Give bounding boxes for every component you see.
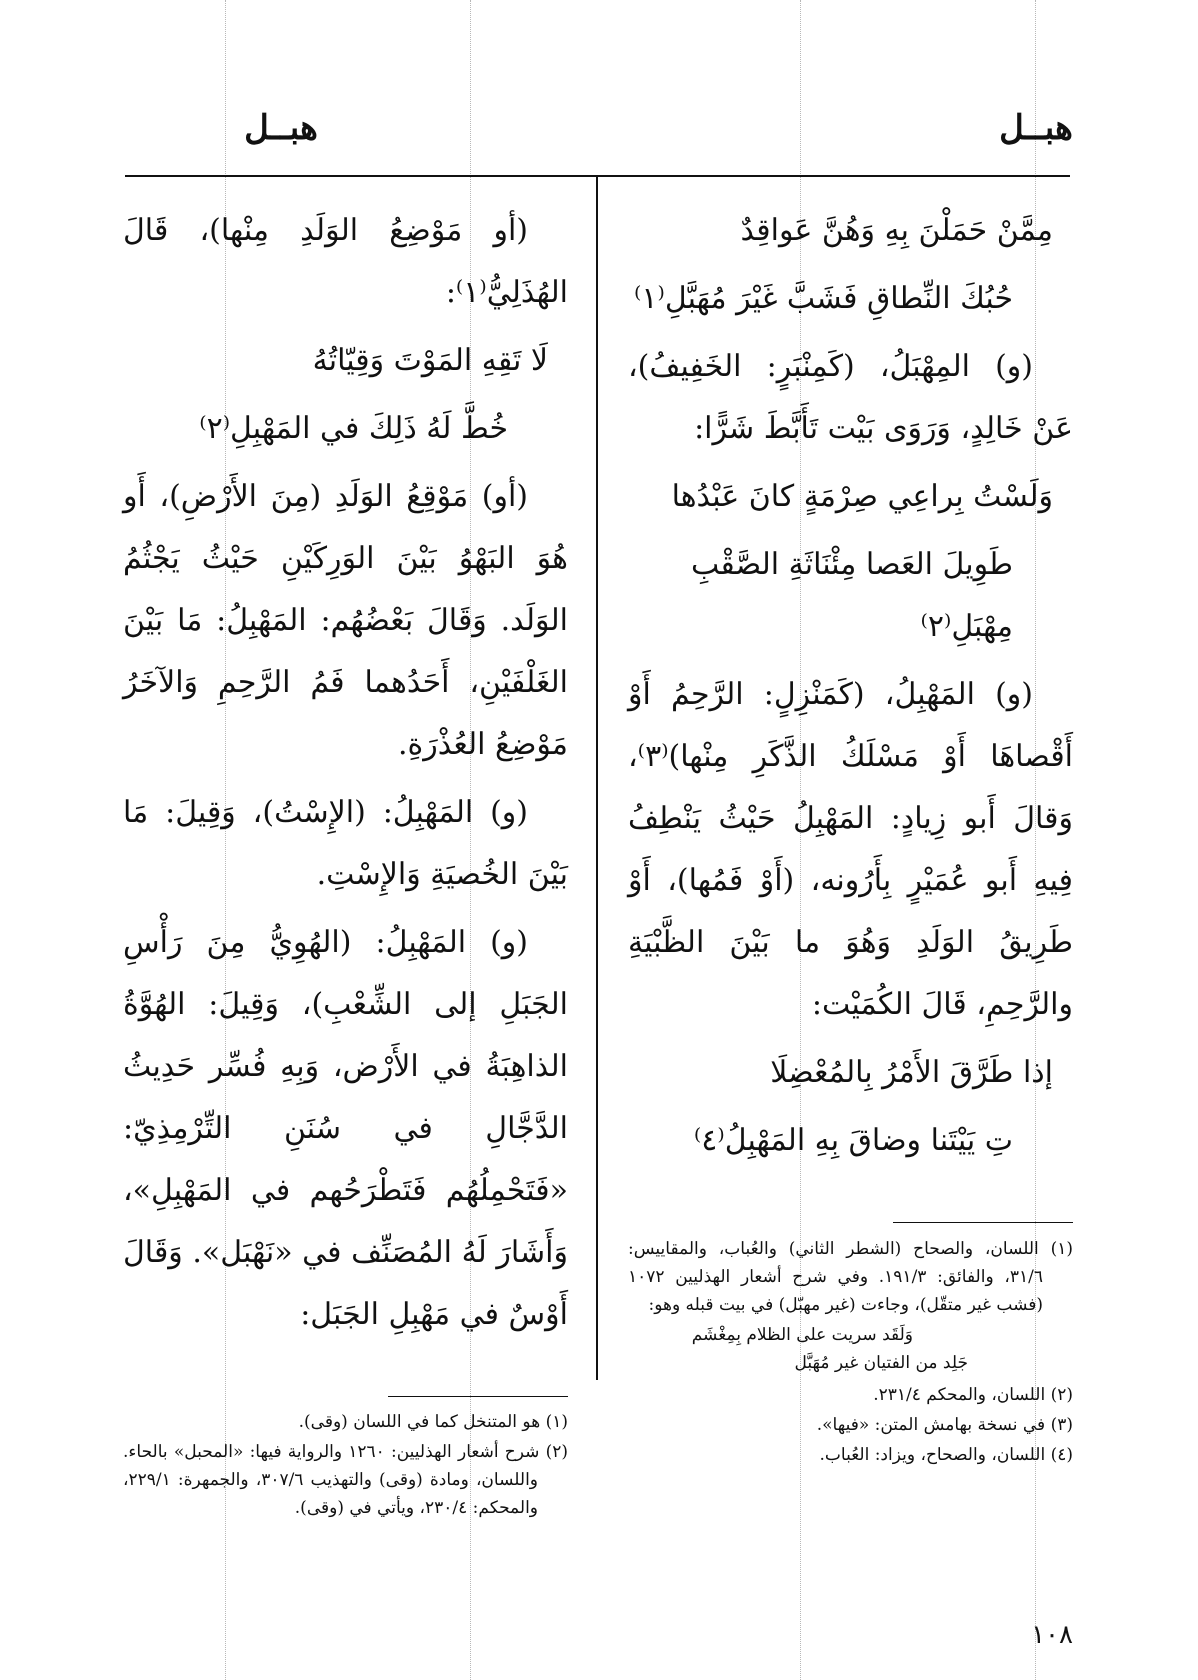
- footnotes-left: [123, 1408, 568, 1524]
- footnote-rule-right: [893, 1222, 1073, 1223]
- verse-line: خُطَّ لَهُ ذَلِكَ في المَهْبِلِ⁽٢⁾: [199, 411, 508, 446]
- footnote-rule-left: [388, 1396, 568, 1397]
- entry-paragraph: (و) المَهْبِلُ، (كَمَنْزِلٍ: الرَّحِمُ أَوْ أَقْصاهَا أَوْ مَسْلَكُ الذَّكَرِ مِنْها)⁽٣⁾، وَقالَ أَبو زِيادٍ: المَهْبِلُ حَيْثُ يَنْطِفُ فِيهِ أَبو عُمَيْرٍ بِأَرُونه، (أَوْ فَمُها)، أَوْ طَرِيقُ الوَلَدِ وَهُوَ ما بَيْنَ الظَّبْيَةِ والرَّحِمِ، قَالَ الكُمَيْت:: [628, 677, 1073, 1022]
- footnote: (٤) اللسان، والصحاح، ويزاد: العُباب.: [819, 1445, 1073, 1465]
- entry-paragraph: (و) المِهْبَلُ، (كَمِنْبَرٍ: الخَفِيفُ)، عَنْ خَالِدٍ، وَرَوَى بَيْت تَأَبَّطَ شَرًّا:: [628, 349, 1073, 446]
- footnote: (١) هو المتنخل كما في اللسان (وقى).: [298, 1412, 568, 1432]
- verse-line: حُبُكَ النِّطاقِ فَشَبَّ غَيْرَ مُهَبَّلِ⁽١⁾: [634, 281, 1013, 316]
- footnote: (٢) شرح أشعار الهذليين: ١٢٦٠ والرواية فيها: «المحبل» بالحاء. واللسان، ومادة (وقى) والتهذيب ٣٠٧/٦، والجمهرة: ٢٢٩/١، والمحكم: ٢٣٠/٤، ويأتي في (وقى).: [123, 1442, 568, 1518]
- footnote-verse: وَلَقَد سريت على الظلام بِمِغْشَم: [691, 1325, 913, 1345]
- footnote: (٢) اللسان، والمحكم ٢٣١/٤.: [873, 1385, 1073, 1405]
- entry-paragraph: (و) المَهْبِلُ: (الإِسْتُ)، وَقِيلَ: مَا بَيْنَ الخُصيَةِ وَالإِسْتِ.: [123, 795, 568, 892]
- entry-paragraph: (أو) مَوْقِعُ الوَلَدِ (مِنَ الأَرْضِ)، أَو هُوَ البَهْوُ بَيْنَ الوَرِكَيْنِ حَيْثُ يَجْثُمُ الوَلَد. وَقَالَ بَعْضُهُم: المَهْبِلُ: مَا بَيْنَ الغَلْفَيْنِ، أَحَدُهما فَمُ الرَّحِمِ وَالآخَرُ مَوْضِعُ العُذْرَةِ.: [123, 479, 568, 762]
- entry-paragraph: (أو مَوْضِعُ الوَلَدِ مِنْها)، قَالَ الهُذَلِيُّ⁽١⁾:: [123, 213, 568, 310]
- verse-line: لَا تَقِهِ المَوْتَ وَقِيّاتُهُ: [312, 343, 548, 378]
- footnote: (١) اللسان، والصحاح (الشطر الثاني) والعُباب، والمقاييس: ٣١/٦، والفائق: ١٩١/٣. وفي شرح أشعار الهذليين ١٠٧٢ (فشب غير متقّل)، وجاءت (غير مهبّل) في بيت قبله وهو:: [628, 1239, 1073, 1315]
- footnotes-right: [628, 1235, 1073, 1471]
- entry-paragraph: (و) المَهْبِلُ: (الهُوِيُّ مِنَ رَأْسِ الجَبَلِ إلى الشِّعْبِ)، وَقِيلَ: الهُوَّةُ الذاهِبَةُ في الأَرْض، وَبِهِ فُسِّر حَدِيثُ الدَّجَّالِ في سُنَنِ التِّرْمِذِيّ: «فَتَحْمِلُهُم فَتَطْرَحُهم في المَهْبِلِ»، وَأَشَارَ لَهُ المُصَنِّف في «نَهْبَل». وَقَالَ أَوْسٌ في مَهْبِلِ الجَبَل:: [123, 925, 568, 1332]
- verse-line: طَوِيلَ العَصا مِئْنَاثَةِ الصَّقْبِ مِهْبَلِ⁽٢⁾: [690, 547, 1013, 644]
- verse-line: مِمَّنْ حَمَلْنَ بِهِ وَهُنَّ عَواقِدٌ: [740, 213, 1053, 248]
- header-word-left: هبــل: [244, 108, 318, 148]
- footnote-verse: جَلِد من الفتيان غير مُهَبَّل: [794, 1353, 968, 1373]
- column-divider: [596, 175, 598, 1380]
- header-word-right: هبــل: [999, 108, 1073, 148]
- page-number: ١٠٨: [1031, 1620, 1073, 1650]
- verse-line: إذا طَرَّقَ الأَمْرُ بِالمُعْضِلَا: [770, 1055, 1053, 1090]
- verse-line: تِ يَيْتَنا وضاقَ بِهِ المَهْبِلُ⁽٤⁾: [693, 1123, 1013, 1158]
- verse-line: وَلَسْتُ بِراعِي صِرْمَةٍ كانَ عَبْدُها: [671, 479, 1053, 514]
- footnote: (٣) في نسخة بهامش المتن: «فيها».: [816, 1415, 1073, 1435]
- right-column: [628, 200, 1073, 1178]
- left-column: [123, 200, 568, 1352]
